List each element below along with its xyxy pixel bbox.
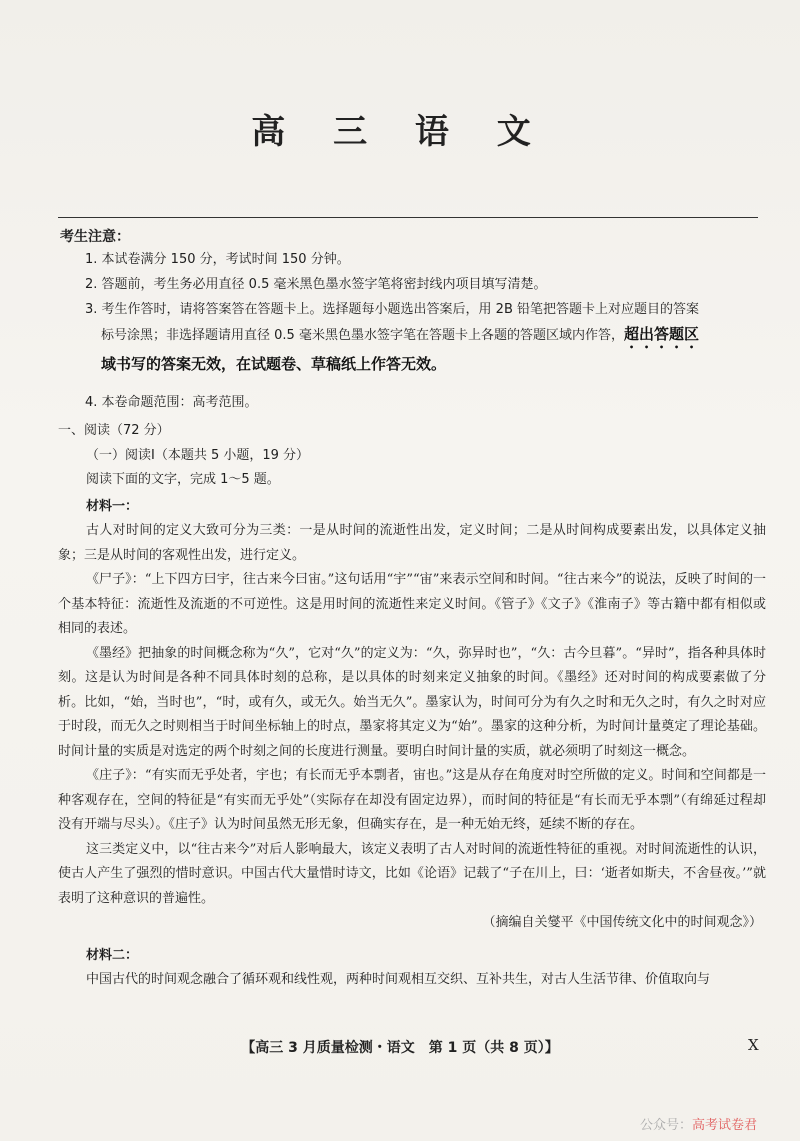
notice-item-3-part-d: 域书写的答案无效，在试题卷、草稿纸上作答无效。 [101, 355, 447, 373]
material-2-paragraph-1: 中国古代的时间观念融合了循环观和线性观，两种时间观相互交织、互补共生，对古人生活节律、价值取向与 [86, 972, 711, 987]
watermark [640, 1114, 757, 1133]
notice-item-1: 1. 本试卷满分 150 分，考试时间 150 分钟。 [85, 252, 350, 267]
watermark-label: 公众号： [640, 1118, 693, 1133]
notice-item-3-emphasis: 超出答题区 [623, 325, 699, 343]
material-1-paragraph-3: 《墨经》把抽象的时间概念称为“久”，它对“久”的定义为：“久，弥异时也”，“久：古今旦暮”。“异时”，指各种具体时刻。这是认为时间是各种不同具体时刻的总称，是以具体的时刻来定义抽象的时间。《墨经》还对时间的构成要素做了分析。比如，“始，当时也”，“时，或有久，或无久。始当无久”。墨家认为，时间可分为有久之时和无久之时，有久之时对应于时段，而无久之时则相当于时间坐标轴上的时点，墨家将其定义为“始”。墨家的这种分析，为时间计量奠定了理论基础。时间计量的实质是对选定的两个时刻之间的长度进行测量。要明白时间计量的实质，就必须明了时刻这一概念。 [58, 645, 766, 759]
notice-item-3-part-a: 3. 考生作答时，请将答案答在答题卡上。选择题每小题选出答案后，用 2B 铅笔把答题卡上对应题目的答案 [85, 302, 699, 317]
sub-section-heading: （一）阅读Ⅰ（本题共 5 小题，19 分） [86, 447, 310, 463]
watermark-name: 高考试卷君 [692, 1118, 758, 1133]
material-2-label: 材料二： [86, 947, 139, 963]
material-1-label: 材料一： [86, 498, 139, 514]
notice-item-3-part-b: 标号涂黑；非选择题请用直径 0.5 毫米黑色墨水签字笔在答题卡上各题的答题区域内作答， [101, 328, 624, 343]
material-1-paragraph-2: 《尸子》：“上下四方曰宇，往古来今曰宙。”这句话用“宇”“宙”来表示空间和时间。“往古来今”的说法，反映了时间的一个基本特征：流逝性及流逝的不可逆性。这是用时间的流逝性来定义时间。《管子》《文子》《淮南子》等古籍中都有相似或相同的表述。 [58, 572, 766, 636]
notice-item-4: 4. 本卷命题范围：高考范围。 [85, 395, 258, 410]
section-heading: 一、阅读（72 分） [58, 423, 170, 438]
reading-instruction: 阅读下面的文字，完成 1～5 题。 [86, 472, 280, 487]
page-footer: 【高三 3 月质量检测・语文 第 1 页（共 8 页）】 [241, 1040, 559, 1056]
reading-section [58, 419, 766, 993]
material-1-paragraph-4: 《庄子》：“有实而无乎处者，宇也；有长而无乎本剽者，宙也。”这是从存在角度对时空所做的定义。时间和空间都是一种客观存在，空间的特征是“有实而无乎处”（实际存在却没有固定边界），而时间的特征是“有长而无乎本剽”（有绵延过程却没有开端与尽头）。《庄子》认为时间虽然无形无象，但确实存在，是一种无始无终，延续不断的存在。 [58, 768, 766, 832]
notice-item-3-continued-2 [85, 352, 765, 378]
notice-item-3 [85, 297, 765, 322]
page-title: 高 三 语 文 [251, 112, 549, 152]
notice-item-3-continued [85, 322, 765, 352]
notice-item-2: 2. 答题前，考生务必用直径 0.5 毫米黑色墨水签字笔将密封线内项目填写清楚。 [85, 277, 547, 292]
notice-list [85, 247, 765, 415]
material-1-paragraph-1: 古人对时间的定义大致可分为三类：一是从时间的流逝性出发，定义时间；二是从时间构成要素出发，以具体定义抽象；三是从时间的客观性出发，进行定义。 [58, 523, 766, 563]
notice-title: 考生注意： [60, 229, 130, 245]
footer-mark: X [748, 1036, 759, 1054]
material-1-paragraph-5: 这三类定义中，以“往古来今”对后人影响最大，该定义表明了古人对时间的流逝性特征的重视。对时间流逝性的认识，使古人产生了强烈的惜时意识。中国古代大量惜时诗文，比如《论语》记载了“子在川上，曰：‘逝者如斯夫，不舍昼夜。’”就表明了这种意识的普遍性。 [58, 841, 766, 906]
header-divider [58, 217, 758, 218]
material-1-source: （摘编自关燮平《中国传统文化中的时间观念》） [482, 915, 762, 930]
